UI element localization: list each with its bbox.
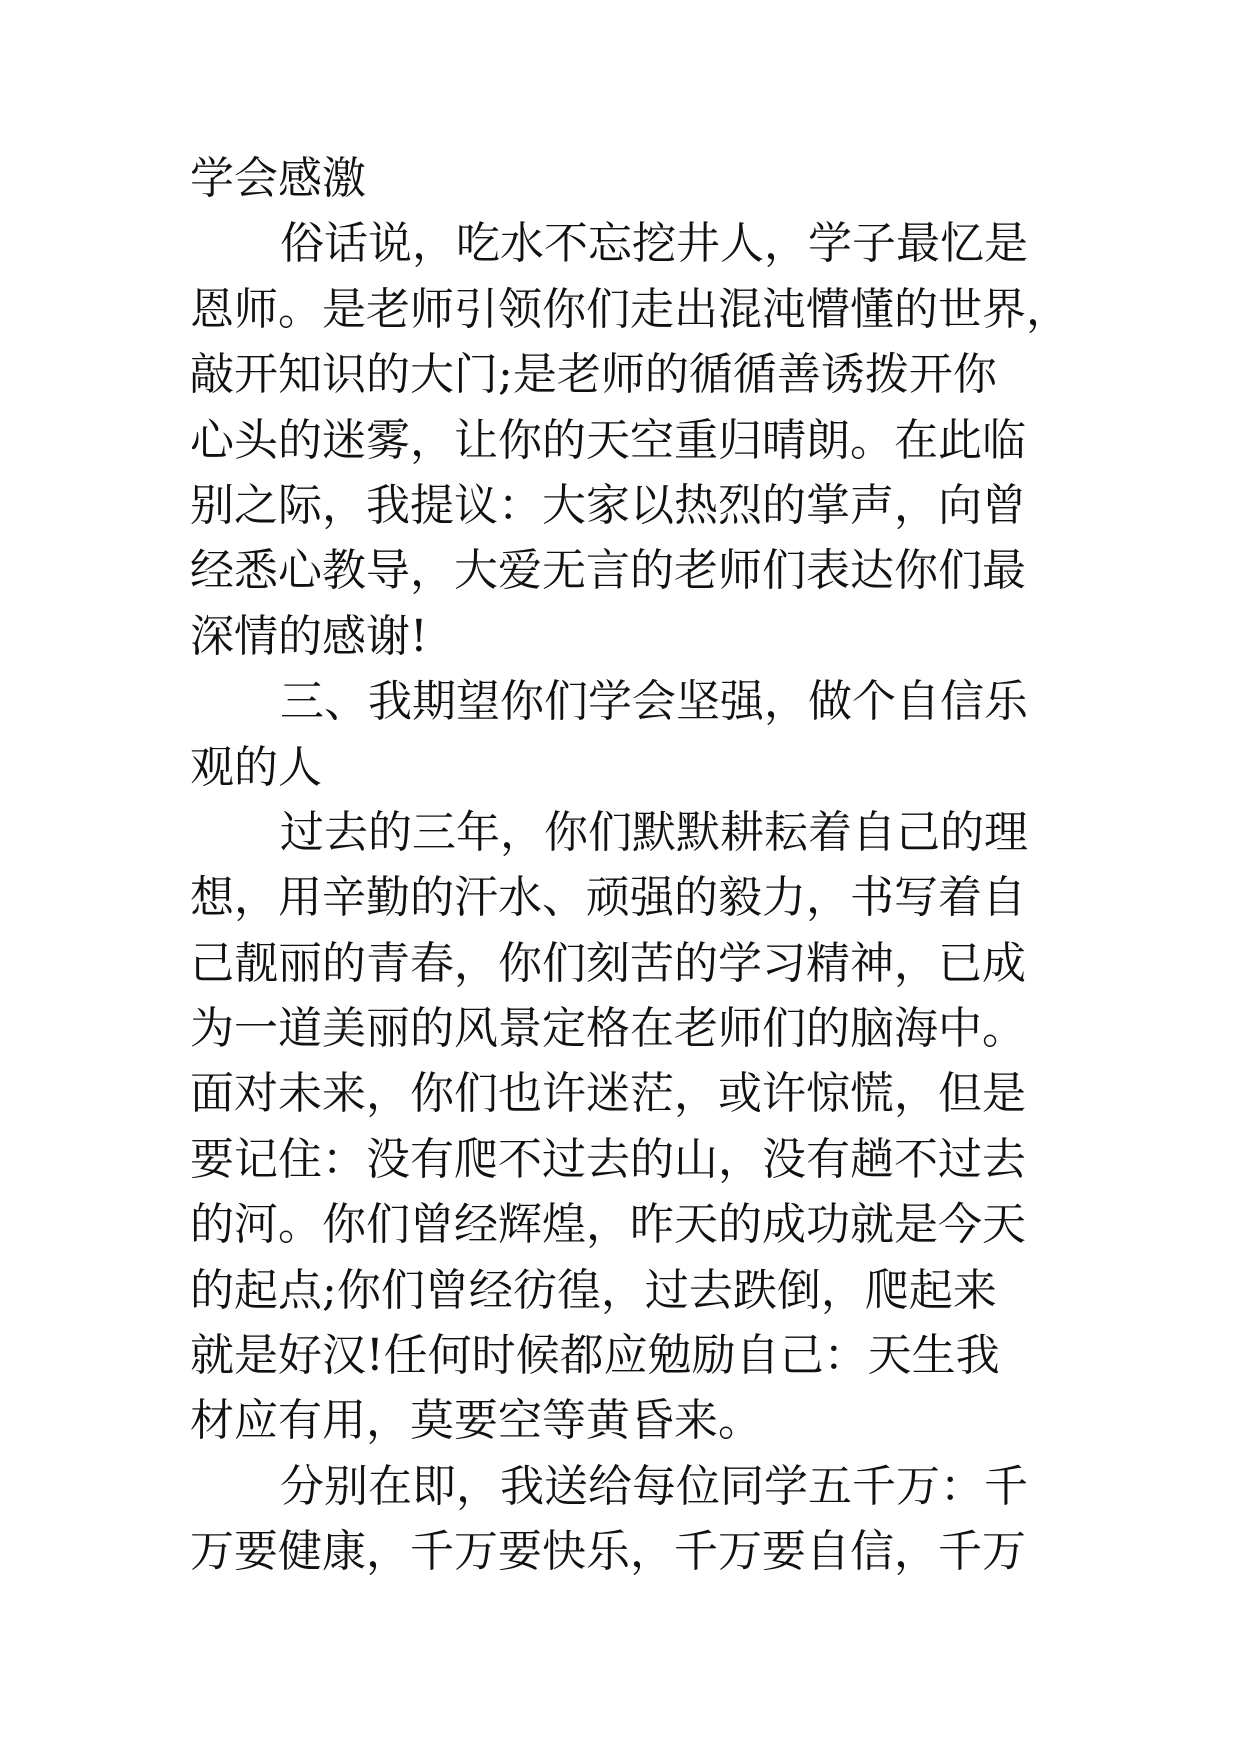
- text-line: 材应有用，莫要空等黄昏来。: [190, 1395, 762, 1447]
- text-line: 深情的感谢!: [190, 610, 428, 662]
- section-heading-paragraph: [190, 669, 1190, 800]
- text-line: 经悉心教导，大爱无言的老师们表达你们最: [190, 545, 1026, 597]
- text-line: 要记住：没有爬不过去的山，没有趟不过去: [190, 1133, 1026, 1185]
- document-body: [190, 146, 1190, 1585]
- paragraph: [190, 1454, 1190, 1585]
- text-line: 想，用辛勤的汗水、顽强的毅力，书写着自: [190, 872, 1026, 924]
- paragraph: [190, 211, 1190, 669]
- text-line: 的河。你们曾经辉煌，昨天的成功就是今天: [190, 1199, 1026, 1251]
- text-line: 就是好汉!任何时候都应勉励自己：天生我: [190, 1330, 1000, 1382]
- text-line: 敲开知识的大门;是老师的循循善诱拨开你: [190, 349, 997, 401]
- text-line: 观的人: [190, 741, 322, 793]
- text-line: 分别在即，我送给每位同学五千万：千: [280, 1460, 1028, 1512]
- paragraph: [190, 800, 1190, 1454]
- text-line: 面对未来，你们也许迷茫，或许惊慌，但是: [190, 1068, 1026, 1120]
- text-line: 为一道美丽的风景定格在老师们的脑海中。: [190, 1003, 1026, 1055]
- text-line: 学会感激: [190, 153, 366, 204]
- text-line: 俗话说，吃水不忘挖井人，学子最忆是: [280, 218, 1028, 270]
- text-line: 心头的迷雾，让你的天空重归晴朗。在此临: [190, 414, 1026, 466]
- text-line: 别之际，我提议：大家以热烈的掌声，向曾: [190, 479, 1026, 531]
- text-line: 的起点;你们曾经彷徨，过去跌倒，爬起来: [190, 1264, 997, 1316]
- text-line: 己靓丽的青春，你们刻苦的学习精神，已成: [190, 937, 1026, 989]
- paragraph: [190, 146, 1190, 211]
- text-line: 过去的三年，你们默默耕耘着自己的理: [280, 806, 1028, 858]
- text-line: 三、我期望你们学会坚强，做个自信乐: [280, 676, 1028, 728]
- text-line: 万要健康，千万要快乐，千万要自信，千万: [190, 1526, 1026, 1578]
- text-line: 恩师。是老师引领你们走出混沌懵懂的世界，: [190, 283, 1070, 335]
